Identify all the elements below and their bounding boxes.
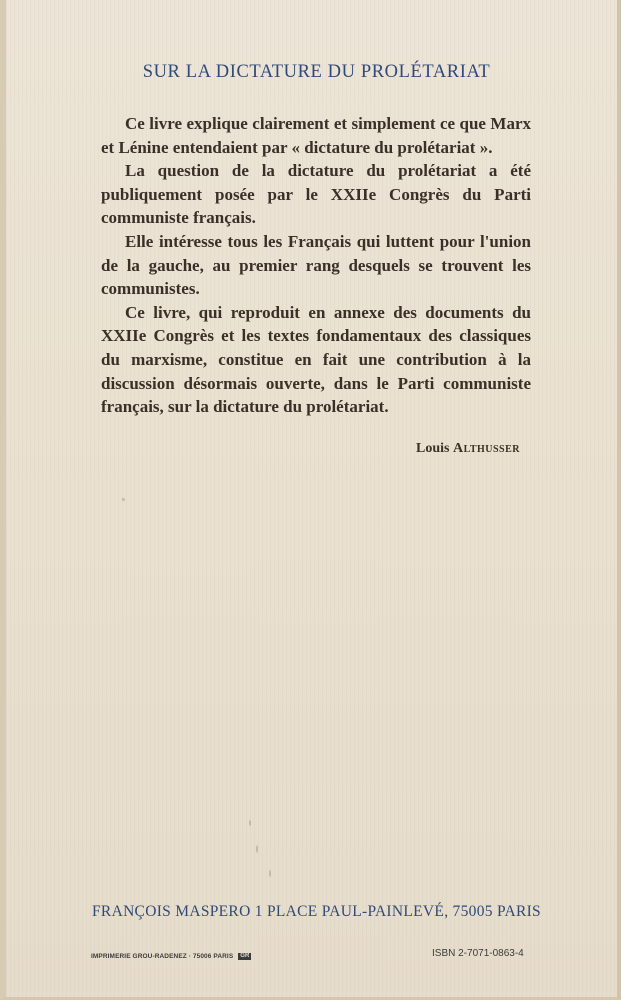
- paper-speck: [256, 845, 258, 853]
- blurb-paragraph-3: Elle intéresse tous les Français qui luttent pour l'union de la gauche, au premier rang desquels se trouvent les communistes.: [101, 231, 531, 299]
- printer-logo-icon: GR: [240, 953, 250, 959]
- printer-imprint: [91, 953, 251, 960]
- isbn-number: ISBN 2-7071-0863-4: [432, 948, 524, 959]
- author-first-name: Louis: [415, 441, 450, 456]
- author-signature: [306, 441, 520, 457]
- blurb-text: [101, 112, 531, 419]
- publisher-address: FRANÇOIS MASPERO 1 PLACE PAUL-PAINLEVÉ, 75005 PARIS: [92, 903, 541, 920]
- paper-speck: [122, 498, 125, 501]
- blurb-paragraph-4: Ce livre, qui reproduit en annexe des documents du XXIIe Congrès et les textes fondamentaux des classiques du marxisme, constitue en fait une contribution à la discussion désormais ouverte, dans le Parti communiste français, sur la dictature du prolétariat.: [101, 302, 531, 417]
- blurb-paragraph-2: La question de la dictature du prolétariat a été publiquement posée par le XXIIe Congrès du Parti communiste français.: [101, 161, 531, 228]
- author-last-name: Althusser: [452, 441, 520, 456]
- page-title: SUR LA DICTATURE DU PROLÉTARIAT: [142, 62, 491, 82]
- paper-speck: [249, 820, 251, 826]
- printer-name: IMPRIMERIE GROU-RADENEZ · 75006 PARIS: [91, 953, 234, 961]
- blurb-paragraph-1: Ce livre explique clairement et simplement ce que Marx et Lénine entendaient par « dictature du prolétariat ».: [101, 114, 531, 157]
- paper-speck: [269, 870, 271, 877]
